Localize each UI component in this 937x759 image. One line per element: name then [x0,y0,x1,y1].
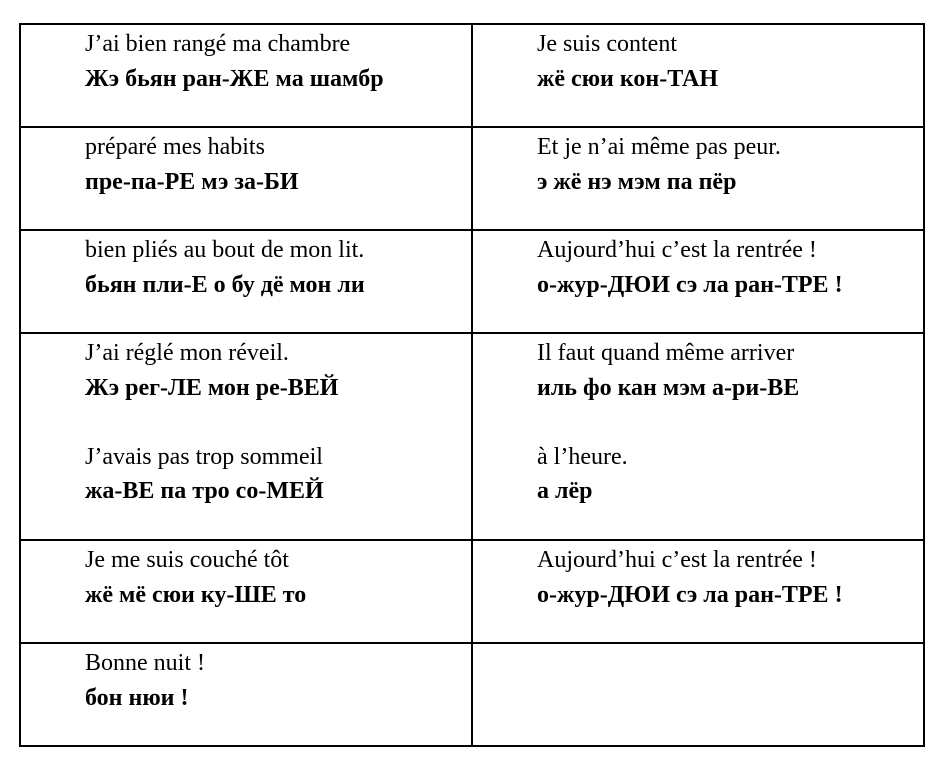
transcription-line: э жё нэ мэм па пёр [537,168,737,195]
french-line: bien pliés au bout de mon lit. [85,237,365,263]
transcription-line: бон нюи ! [85,684,189,711]
table-cell [20,643,472,746]
french-line: préparé mes habits [85,134,265,160]
table-cell [472,24,924,127]
french-line: à l’heure. [537,443,628,470]
french-line: Aujourd’hui c’est la rentrée ! [537,237,817,263]
french-line: Je me suis couché tôt [85,547,289,573]
table-cell [20,24,472,127]
blank-line [85,405,463,440]
transcription-line: о-жур-ДЮИ сэ ла ран-ТРЕ ! [537,581,843,608]
table-cell [20,230,472,333]
transcription-line: иль фо кан мэм а-ри-ВЕ [537,374,800,401]
transcription-line: пре-па-РЕ мэ за-БИ [85,168,299,195]
phrase-table-body [20,24,924,746]
french-line: Aujourd’hui c’est la rentrée ! [537,547,817,573]
french-line: Il faut quand même arriver [537,340,795,366]
transcription-line: о-жур-ДЮИ сэ ла ран-ТРЕ ! [537,271,843,298]
french-line: Je suis content [537,31,677,57]
transcription-line: жа-ВЕ па тро со-МЕЙ [85,478,324,504]
transcription-line: Жэ рег-ЛЕ мон ре-ВЕЙ [85,374,339,401]
table-cell [472,230,924,333]
table-cell [472,540,924,643]
blank-line [537,405,915,440]
transcription-line: жё сюи кон-ТАН [537,65,719,92]
transcription-line: Жэ бьян ран-ЖЕ ма шамбр [85,65,384,92]
table-row [20,333,924,540]
french-line: Bonne nuit ! [85,650,205,676]
french-line: J’avais pas trop sommeil [85,443,323,470]
table-cell [20,127,472,230]
table-row [20,643,924,746]
table-cell [472,127,924,230]
transcription-line: жё мё сюи ку-ШЕ то [85,581,307,608]
table-row [20,230,924,333]
table-cell [472,333,924,540]
phrase-table [19,23,925,747]
table-cell [20,333,472,540]
table-row [20,24,924,127]
table-row [20,540,924,643]
table-cell [472,643,924,746]
french-line: J’ai bien rangé ma chambre [85,31,351,57]
french-line: J’ai réglé mon réveil. [85,340,289,366]
table-row [20,127,924,230]
transcription-line: бьян пли-Е о бу дё мон ли [85,271,365,298]
transcription-line: а лёр [537,478,593,504]
table-cell [20,540,472,643]
french-line: Et je n’ai même pas peur. [537,134,781,160]
